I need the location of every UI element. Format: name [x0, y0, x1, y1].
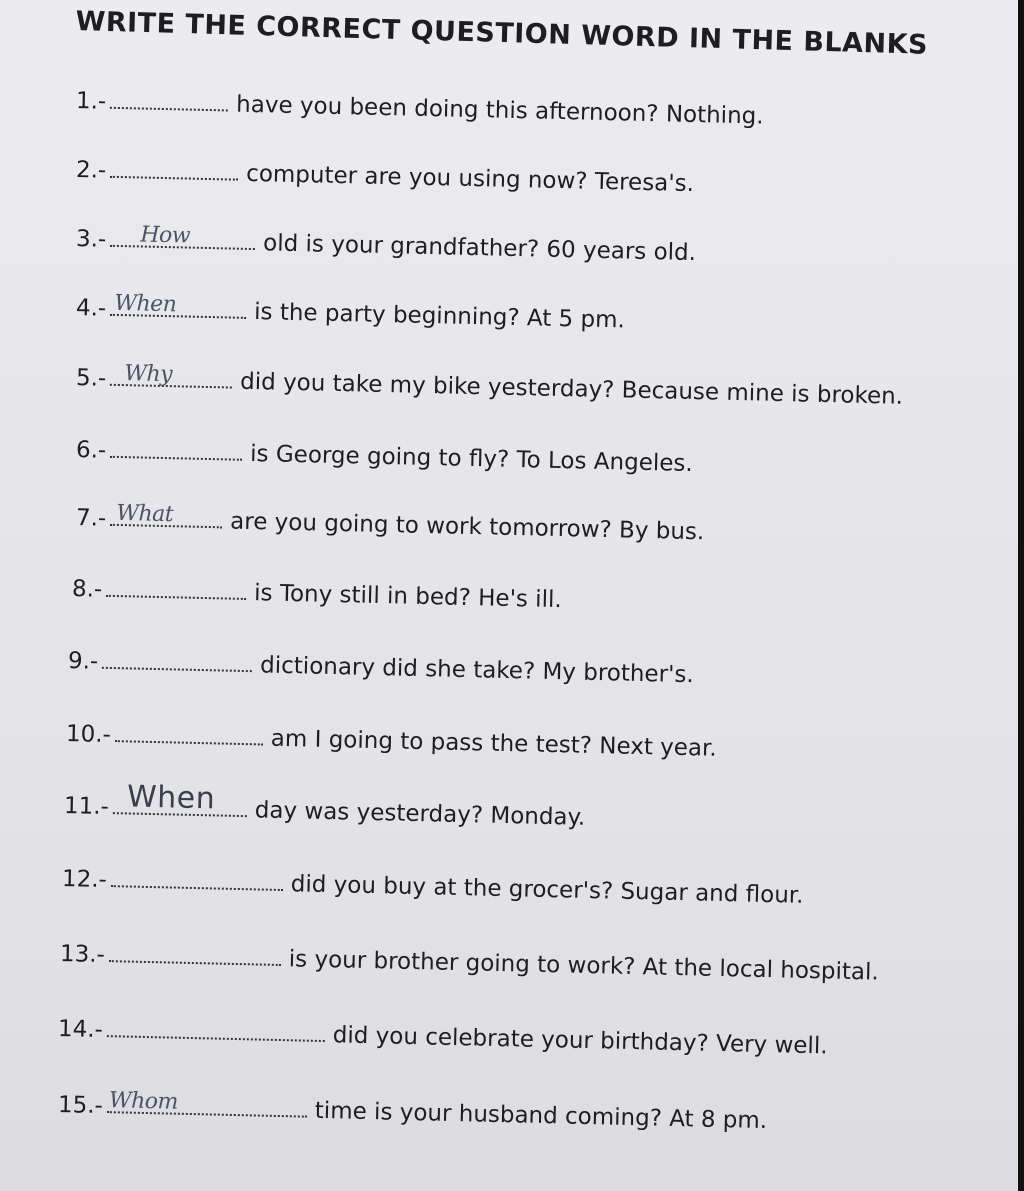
question-number: 10.- — [65, 721, 112, 749]
answer-blank[interactable] — [107, 1088, 307, 1118]
question-row — [72, 576, 562, 613]
question-number: 8.- — [71, 576, 103, 603]
question-row — [75, 500, 705, 546]
question-number: 2.- — [75, 157, 107, 184]
question-number: 1.- — [75, 88, 107, 115]
question-row — [75, 290, 626, 334]
answer-blank[interactable] — [109, 942, 281, 966]
question-text: am I going to pass the test? Next year. — [270, 725, 718, 762]
question-row — [75, 361, 904, 410]
question-row — [75, 222, 697, 267]
question-text: did you buy at the grocer's? Sugar and flour. — [290, 871, 804, 909]
worksheet-title: WRITE THE CORRECT QUESTION WORD IN THE BLANKS — [75, 6, 929, 61]
question-number: 12.- — [61, 866, 108, 894]
question-row — [76, 88, 764, 130]
handwritten-answer: When — [126, 779, 216, 817]
answer-blank[interactable] — [110, 438, 242, 461]
answer-blank[interactable] — [106, 577, 246, 600]
question-row — [57, 1088, 768, 1135]
answer-blank[interactable] — [110, 158, 238, 181]
question-number: 11.- — [63, 793, 110, 821]
answer-blank[interactable] — [110, 500, 222, 529]
answer-blank[interactable] — [111, 867, 283, 891]
answer-blank[interactable] — [110, 361, 232, 389]
question-text: old is your grandfather? 60 years old. — [262, 230, 697, 267]
handwritten-answer: When — [114, 290, 177, 318]
question-row — [62, 866, 804, 909]
question-text: time is your husband coming? At 8 pm. — [314, 1097, 768, 1135]
question-text: did you celebrate your birthday? Very well. — [332, 1022, 828, 1060]
answer-blank[interactable] — [110, 290, 246, 319]
question-row — [68, 648, 694, 688]
question-number: 5.- — [75, 365, 107, 392]
answer-blank[interactable] — [107, 1017, 325, 1042]
question-row — [58, 1016, 828, 1059]
question-number: 14.- — [57, 1016, 104, 1044]
question-row — [66, 721, 717, 762]
answer-blank[interactable] — [110, 89, 228, 112]
question-text: is Tony still in bed? He's ill. — [253, 580, 562, 614]
question-text: have you been doing this afternoon? Nothing. — [235, 91, 764, 130]
answer-blank[interactable] — [113, 779, 247, 817]
handwritten-answer: What — [116, 500, 174, 528]
question-text: dictionary did she take? My brother's. — [259, 652, 694, 689]
answer-blank[interactable] — [115, 722, 263, 745]
question-row — [63, 779, 586, 831]
question-text: is your brother going to work? At the local hospital. — [288, 946, 880, 986]
question-number: 7.- — [75, 505, 107, 532]
question-number: 9.- — [67, 648, 99, 675]
handwritten-answer: Whom — [108, 1088, 179, 1115]
question-text: computer are you using now? Teresa's. — [245, 160, 695, 198]
question-number: 3.- — [75, 226, 107, 253]
question-text: day was yesterday? Monday. — [254, 797, 586, 831]
handwritten-answer: Why — [124, 361, 173, 388]
question-number: 13.- — [59, 941, 106, 969]
question-row — [76, 437, 693, 477]
question-row — [60, 941, 879, 986]
question-text: is George going to fly? To Los Angeles. — [249, 440, 693, 477]
handwritten-answer: How — [140, 222, 191, 249]
question-text: are you going to work tomorrow? By bus. — [229, 508, 705, 546]
photo-edge — [1018, 0, 1024, 1191]
question-number: 15.- — [57, 1092, 104, 1120]
question-number: 4.- — [75, 295, 107, 322]
question-row — [76, 157, 695, 197]
answer-blank[interactable] — [102, 649, 252, 672]
answer-blank[interactable] — [110, 222, 255, 250]
question-text: did you take my bike yesterday? Because mine is broken. — [239, 368, 904, 410]
question-text: is the party beginning? At 5 pm. — [253, 299, 626, 334]
question-number: 6.- — [75, 437, 107, 464]
